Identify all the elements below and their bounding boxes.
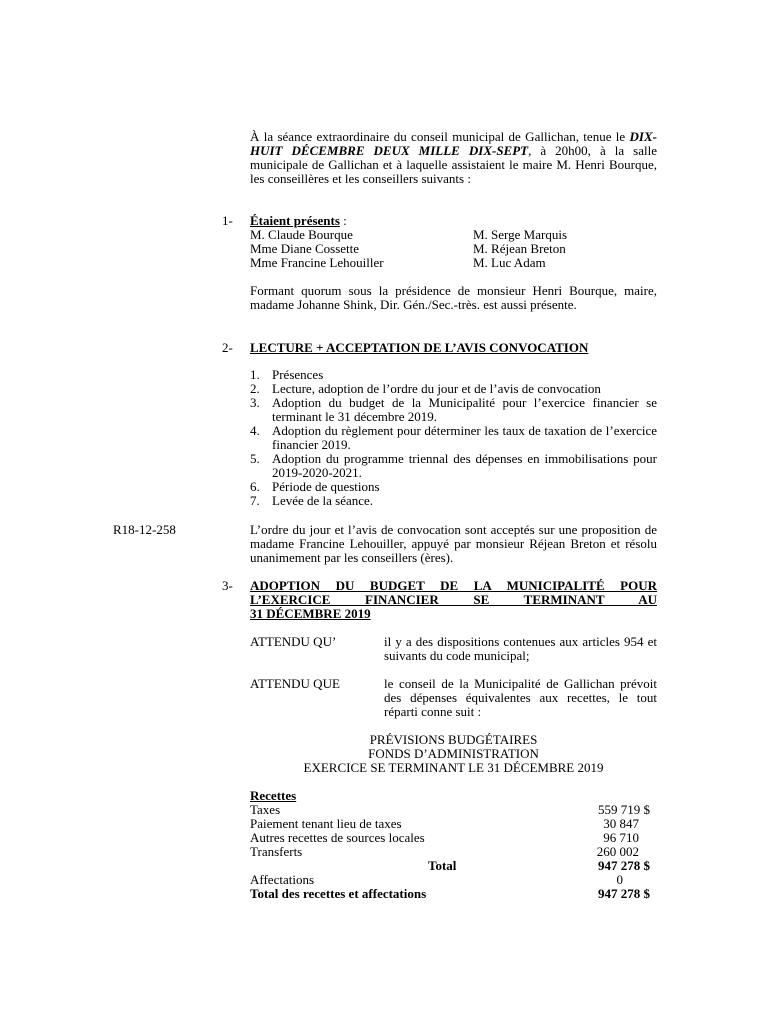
agenda-item: 2. Lecture, adoption de l’ordre du jour et de l’avis de convocation	[250, 381, 601, 396]
section-3-number: 3-	[222, 578, 233, 593]
present-heading: Étaient présents	[250, 213, 340, 228]
attendu-1-key: ATTENDU QU’	[250, 634, 337, 649]
agenda-item: 7. Levée de la séance.	[250, 493, 374, 508]
present-member: M. Serge Marquis	[473, 227, 568, 242]
present-member: Mme Diane Cossette	[250, 241, 360, 256]
table-row: Paiement tenant lieu de taxes 30 847	[250, 816, 639, 831]
total-row: Total 947 278 $	[428, 858, 650, 873]
intro-text-1: À la séance extraordinaire du conseil municipal de Gallichan, tenue le	[250, 129, 630, 144]
section-3-heading: ADOPTION DU BUDGET DE LA MUNICIPALITÉ POUR L’EXERCICE FINANCIER SE TERMINANT AU 31 DÉCEMBRE 2019	[250, 578, 657, 621]
attendu-2-key: ATTENDU QUE	[250, 676, 340, 691]
section-1-heading	[250, 214, 657, 228]
present-member: Mme Francine Lehouiller	[250, 255, 384, 270]
present-list-right	[473, 228, 567, 270]
budget-title-line: EXERCICE SE TERMINANT LE 31 DÉCEMBRE 2019	[303, 760, 604, 775]
resolution-number: R18-12-258	[113, 522, 176, 537]
agenda-item: 5. Adoption du programme triennal des dépenses en immobilisations pour 2019-2020-2021.	[250, 451, 657, 480]
section-2-number: 2-	[222, 340, 233, 355]
agenda-item: 4. Adoption du règlement pour déterminer les taux de taxation de l’exercice financier 2019.	[250, 423, 657, 452]
present-member: M. Claude Bourque	[250, 227, 353, 242]
present-member: M. Luc Adam	[473, 255, 546, 270]
section-1-number: 1-	[222, 213, 233, 228]
section-2-heading: LECTURE + ACCEPTATION DE L’AVIS CONVOCATION	[250, 340, 589, 355]
table-row: Transferts 260 002	[250, 844, 639, 859]
budget-title-line: FONDS D’ADMINISTRATION	[368, 746, 539, 761]
quorum-paragraph: Formant quorum sous la présidence de monsieur Henri Bourque, maire, madame Johanne Shink, Dir. Gén./Sec.-très. est aussi présente.	[250, 283, 657, 312]
resolution-paragraph: L’ordre du jour et l’avis de convocation sont acceptés sur une proposition de madame Francine Lehouiller, appuyé par monsieur Réjean Breton et résolu unanimement par les conseillers (ères).	[250, 522, 657, 565]
attendu-2-text: le conseil de la Municipalité de Gallichan prévoit des dépenses équivalentes aux recettes, le tout réparti conne suit :	[384, 676, 657, 719]
agenda-item: 3. Adoption du budget de la Municipalité pour l’exercice financier se terminant le 31 décembre 2019.	[250, 395, 657, 424]
agenda-list	[250, 368, 657, 508]
budget-title-line: PRÉVISIONS BUDGÉTAIRES	[369, 732, 538, 747]
intro-text-2: , à 20h00, à la salle municipale de Gallichan et à laquelle assistaient le maire M. Henri Bourque, les conseillères et les conseillers suivants :	[250, 143, 657, 186]
budget-title	[250, 733, 657, 775]
attendu-1-text: il y a des dispositions contenues aux articles 954 et suivants du code municipal;	[384, 634, 657, 663]
budget-table	[250, 789, 650, 901]
present-colon: :	[339, 213, 347, 228]
agenda-item: 1. Présences	[250, 367, 324, 382]
table-row: Taxes 559 719 $	[250, 802, 650, 817]
affectations-row: Affectations 0	[250, 872, 623, 887]
intro-paragraph	[250, 130, 657, 186]
meeting-date: DIX-HUIT DÉCEMBRE DEUX MILLE DIX-SEPT	[250, 129, 657, 158]
present-list-left	[250, 228, 384, 270]
recettes-heading: Recettes	[250, 788, 297, 803]
agenda-item: 6. Période de questions	[250, 479, 380, 494]
table-row: Autres recettes de sources locales 96 710	[250, 830, 639, 845]
present-member: M. Réjean Breton	[473, 241, 566, 256]
grand-total-row: Total des recettes et affectations 947 278 $	[250, 886, 650, 901]
